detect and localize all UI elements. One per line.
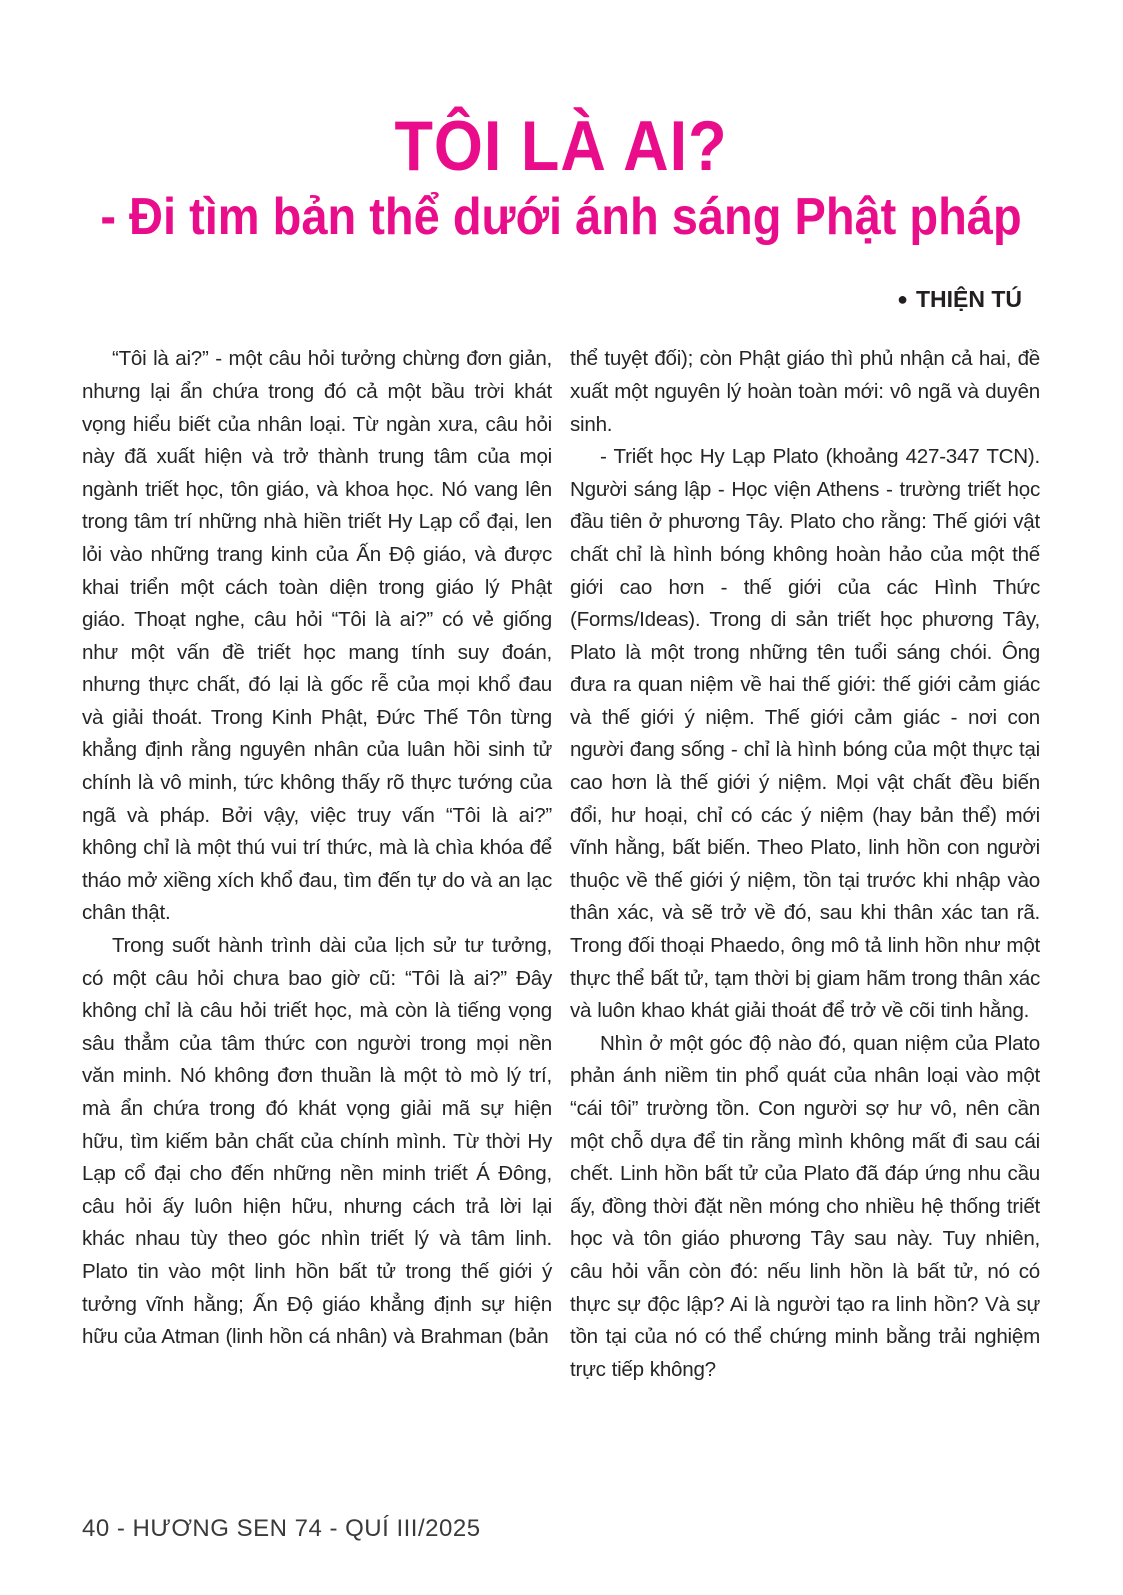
author-name: THIỆN TÚ — [915, 286, 1022, 313]
byline — [82, 286, 1040, 313]
bullet-icon: ● — [897, 289, 908, 310]
article-header — [82, 0, 1040, 313]
page-content — [82, 0, 1040, 1451]
article-body — [82, 343, 1040, 1451]
paragraph: Nhìn ở một góc độ nào đó, quan niệm của Plato phản ánh niềm tin phổ quát của nhân loại vào một “cái tôi” trường tồn. Con người sợ hư vô, nên cần một chỗ dựa để tin rằng mình không mất đi sau cái chết. Linh hồn bất tử của Plato đã đáp ứng nhu cầu ấy, đồng thời đặt nền móng cho nhiều hệ thống triết học và tôn giáo phương Tây sau này. Tuy nhiên, câu hỏi vẫn còn đó: nếu linh hồn là bất tử, nó có thực sự độc lập? Ai là người tạo ra linh hồn? Và sự tồn tại của nó có thể chứng minh bằng trải nghiệm trực tiếp không? — [570, 1031, 1040, 1381]
article-title: TÔI LÀ AI? — [394, 107, 728, 186]
left-column — [82, 343, 552, 1451]
paragraph: Trong suốt hành trình dài của lịch sử tư tưởng, có một câu hỏi chưa bao giờ cũ: “Tôi là ai?” Đây không chỉ là câu hỏi triết học, mà còn là tiếng vọng sâu thẳm của tâm thức con người trong mọi nền văn minh. Nó không đơn thuần là một tò mò lý trí, mà ẩn chứa trong đó khát vọng giải mã sự hiện hữu, tìm kiếm bản chất của chính mình. Từ thời Hy Lạp cổ đại cho đến những nền minh triết Á Đông, câu hỏi ấy luôn hiện hữu, nhưng cách trả lời lại khác nhau tùy theo góc nhìn triết lý và tâm linh. Plato tin vào một linh hồn bất tử trong thế giới ý tưởng vĩnh hằng; Ấn Độ giáo khẳng định sự hiện hữu của Atman (linh hồn cá nhân) và Brahman (bản — [82, 934, 552, 1349]
paragraph: - Triết học Hy Lạp Plato (khoảng 427-347 TCN). Người sáng lập - Học viện Athens - trường triết học đầu tiên ở phương Tây. Plato cho rằng: Thế giới vật chất chỉ là hình bóng không hoàn hảo của một thế giới cao hơn - thế giới của các Hình Thức (Forms/Ideas). Trong di sản triết học phương Tây, Plato là một trong những tên tuổi sáng chói. Ông đưa ra quan niệm về hai thế giới: thế giới cảm giác và thế giới ý niệm. Thế giới cảm giác - nơi con người đang sống - chỉ là hình bóng của một thực tại cao hơn là thế giới ý niệm. Mọi vật chất đều biến đổi, hư hoại, chỉ có các ý niệm (hay bản thể) mới vĩnh hằng, bất biến. Theo Plato, linh hồn con người thuộc về thế giới ý niệm, tồn tại trước khi nhập vào thân xác, và sẽ trở về đó, sau khi thân xác tan rã. Trong đối thoại Phaedo, ông mô tả linh hồn như một thực thể bất tử, tạm thời bị giam hãm trong thân xác và luôn khao khát giải thoát để trở về cõi tinh hằng. — [570, 445, 1040, 1023]
article-subtitle: - Đi tìm bản thể dưới ánh sáng Phật pháp — [100, 186, 1022, 246]
right-column — [570, 343, 1040, 1451]
paragraph-continuation: thể tuyệt đối); còn Phật giáo thì phủ nhận cả hai, đề xuất một nguyên lý hoàn toàn mới: vô ngã và duyên sinh. — [570, 347, 1040, 436]
paragraph: “Tôi là ai?” - một câu hỏi tưởng chừng đơn giản, nhưng lại ẩn chứa trong đó cả một bầu trời khát vọng hiểu biết của nhân loại. Từ ngàn xưa, câu hỏi này đã xuất hiện và trở thành trung tâm của mọi ngành triết học, tôn giáo, và khoa học. Nó vang lên trong tâm trí những nhà hiền triết Hy Lạp cổ đại, len lỏi vào những trang kinh của Ấn Độ giáo, và được khai triển một cách toàn diện trong giáo lý Phật giáo. Thoạt nghe, câu hỏi “Tôi là ai?” có vẻ giống như một vấn đề triết học mang tính suy đoán, nhưng thực chất, đó lại là gốc rễ của mọi khổ đau và giải thoát. Trong Kinh Phật, Đức Thế Tôn từng khẳng định rằng nguyên nhân của luân hồi sinh tử chính là vô minh, tức không thấy rõ thực tướng của ngã và pháp. Bởi vậy, việc truy vấn “Tôi là ai?” không chỉ là một thú vui trí thức, mà là chìa khóa để tháo mở xiềng xích khổ đau, tìm đến tự do và an lạc chân thật. — [82, 347, 552, 925]
page-footer: 40 - HƯƠNG SEN 74 - QUÍ III/2025 — [82, 1515, 481, 1542]
